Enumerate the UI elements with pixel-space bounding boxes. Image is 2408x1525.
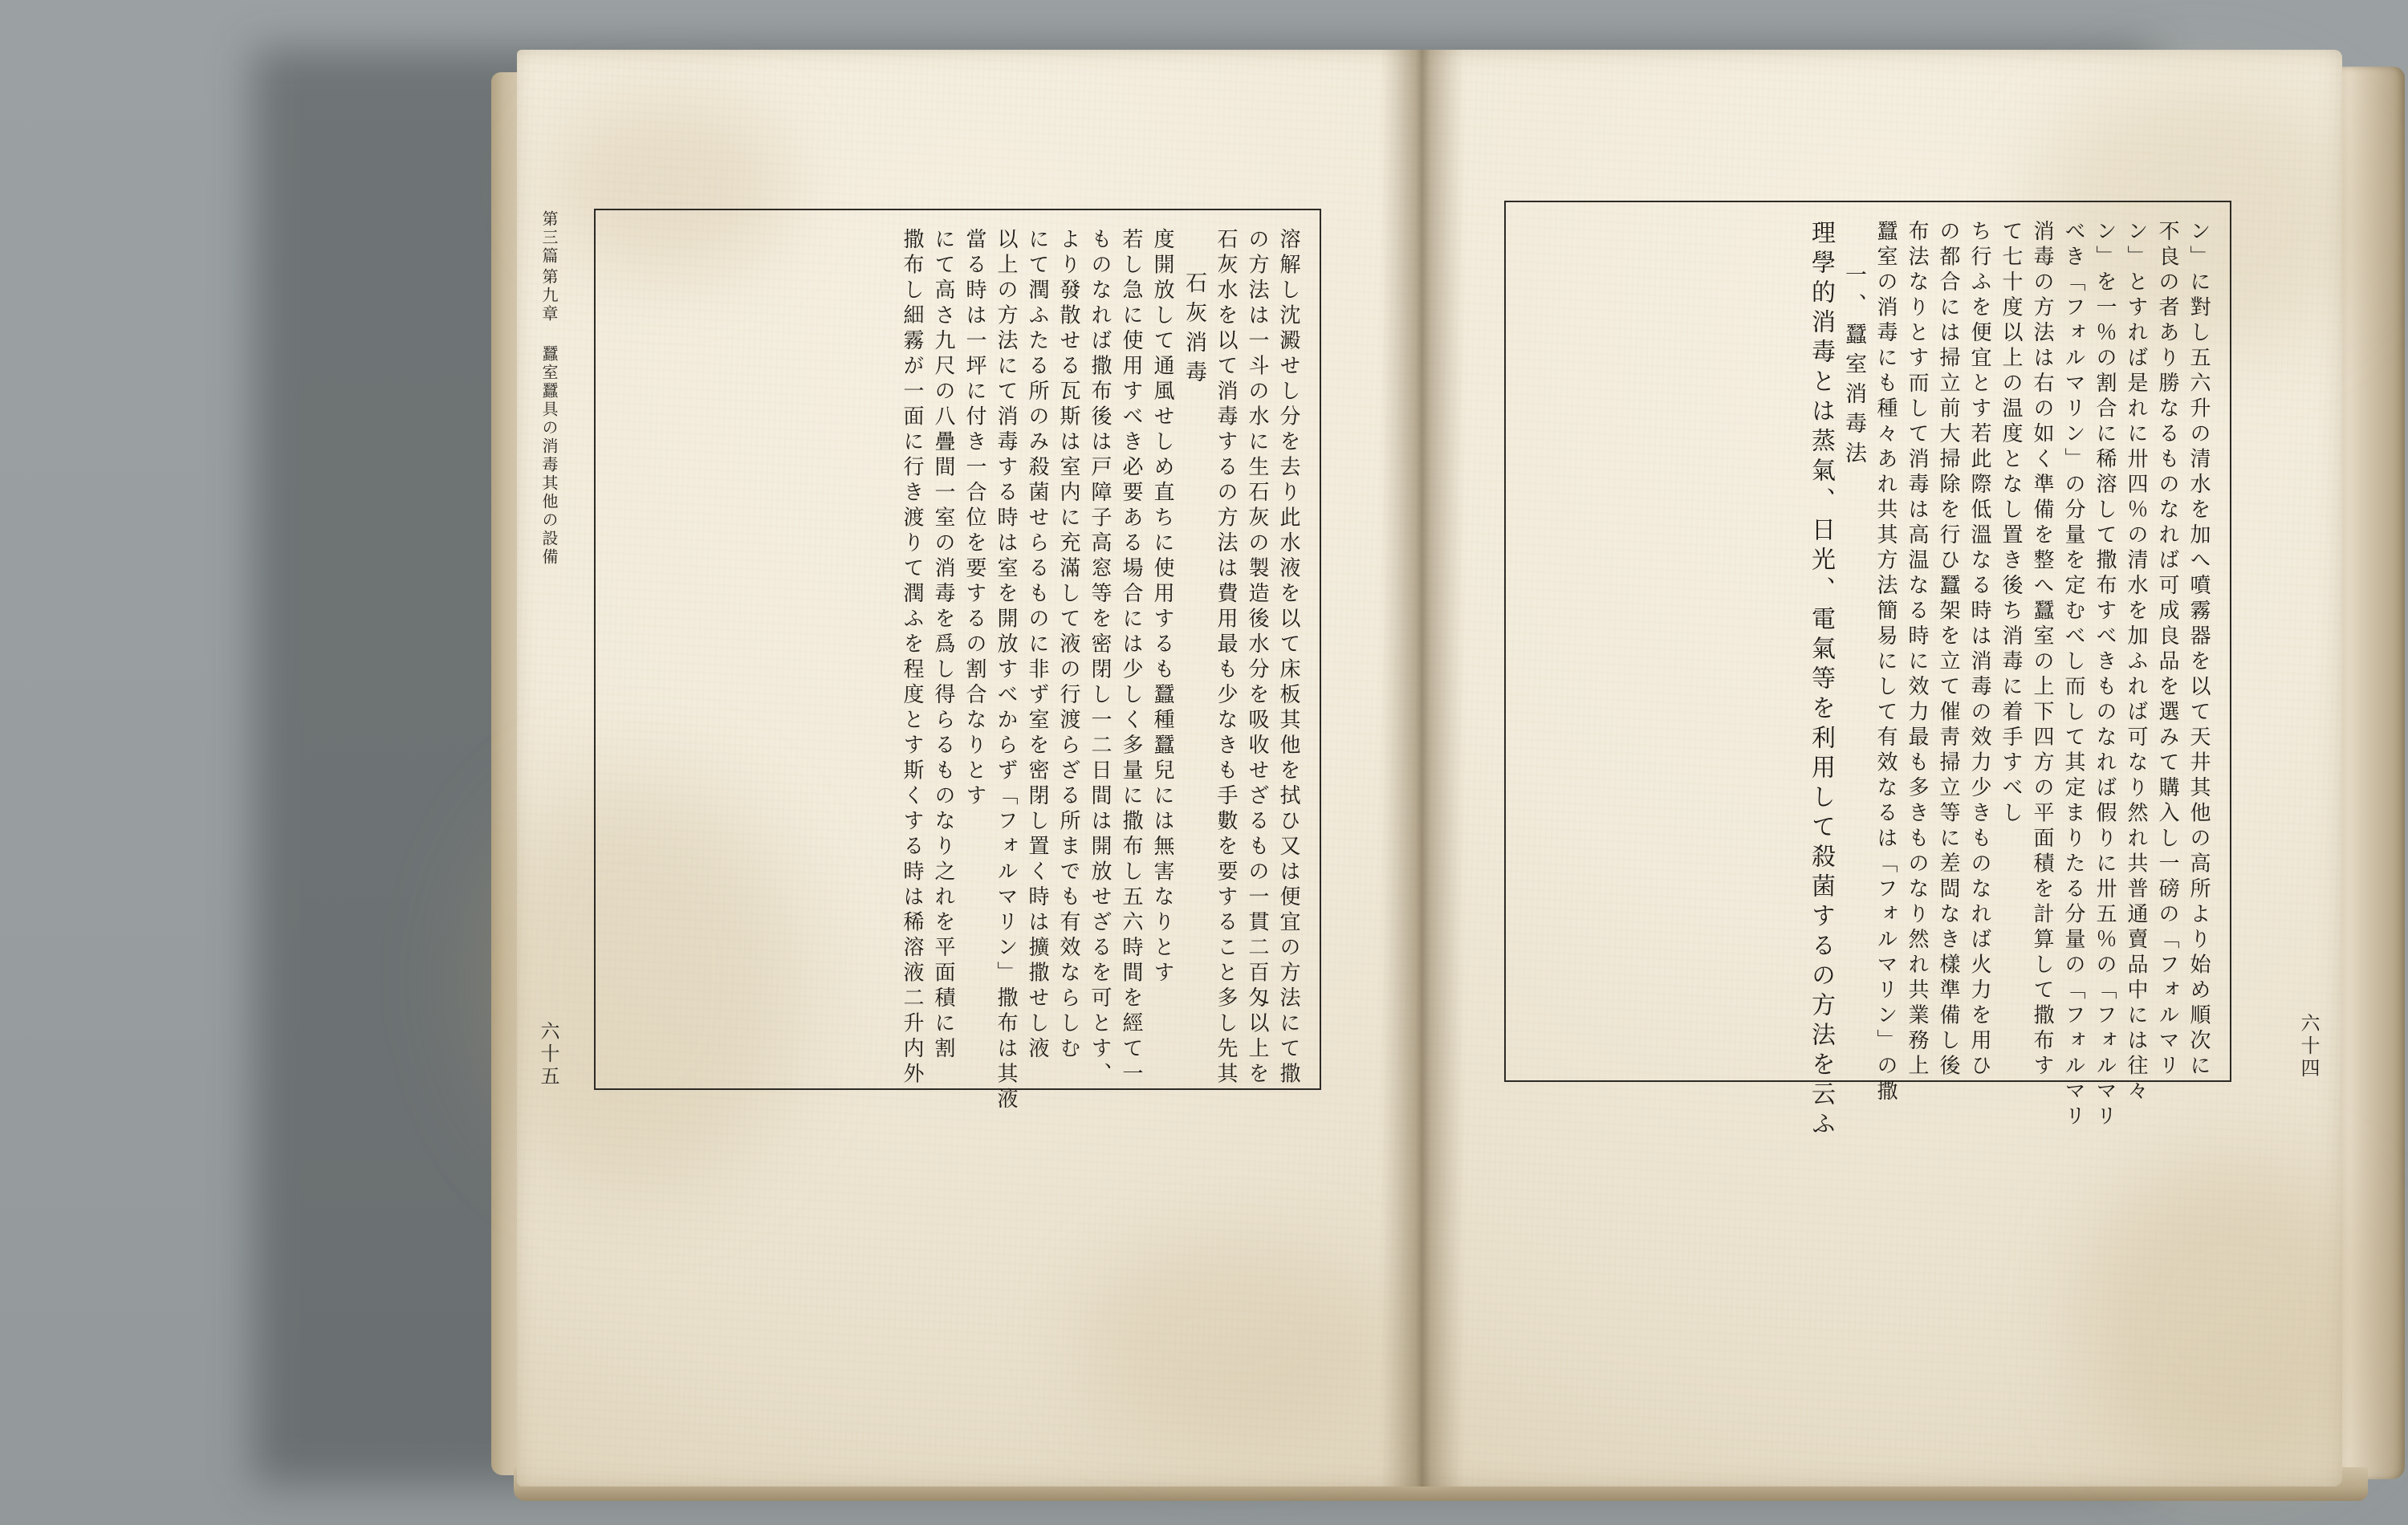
- open-book: [241, 22, 2320, 1491]
- paper-stain: [1079, 1238, 1384, 1446]
- right-section-title: 一、蠶室消毒法: [1841, 263, 1866, 471]
- page-block-edge-right: [2334, 67, 2405, 1479]
- text-frame-left: [594, 209, 1321, 1113]
- right-text-column: て七十度以上の温度となし置き後ち消毒に着手すべし: [1999, 220, 2023, 827]
- page-number-left: 六十五: [537, 1021, 559, 1088]
- right-text-column: の都合には掃立前大掃除を行ひ蠶架を立て催靑掃立等に差閊なき樣準備し後: [1936, 220, 1960, 1080]
- right-heading: 理學的消毒とは蒸氣、日光、電氣等を利用して殺菌するの方法を云ふ: [1807, 220, 1835, 1141]
- left-text-column: ものなれば撒布後は戸障子高窓等を密閉し一二日間は開放せざるを可とす、: [1088, 228, 1112, 1088]
- running-head-chapter: 第九章: [539, 268, 559, 323]
- right-text-column: ち行ふを便宜とす若此際低溫なる時は消毒の效力少きものなれば火力を用ひ: [1967, 220, 1991, 1080]
- right-text-column: 蠶室の消毒にも種々あれ共其方法簡易にして有效なるは「フォルマリン」の撒: [1873, 220, 1898, 1105]
- right-text-column: ン」とすれば是れに卅四％の清水を加ふれば可なり然れ共普通賣品中には往々: [2124, 220, 2148, 1105]
- left-text-column: にて潤ふたる所のみ殺菌せらるものに非ず室を密閉し置く時は擴撒せし液: [1025, 228, 1049, 1063]
- left-text-column: 度開放して通風せしめ直ちに使用するも蠶種蠶兒には無害なりとす: [1150, 228, 1174, 986]
- right-text-column: ン」を一％の割合に稀溶して撒布すべきものなれば假りに卅五％の「フォルマリ: [2093, 220, 2117, 1130]
- left-text-column: 以上の方法にて消毒する時は室を開放すべからず「フォルマリン」撒布は其液: [994, 228, 1018, 1113]
- left-text-column: 若し急に使用すべき必要ある場合には少しく多量に撒布し五六時間を經て一: [1119, 228, 1143, 1088]
- right-text-column: 不良の者あり勝なるものなれば可成良品を選みて購入し一磅の「フォルマリ: [2155, 220, 2179, 1080]
- left-text-column: より發散せる瓦斯は室内に充滿して液の行渡らざる所までも有效ならしむ: [1056, 228, 1080, 1063]
- left-text-column: 當る時は一坪に付き一合位を要するの割合なりとす: [962, 228, 986, 810]
- right-text-column: 消毒の方法は右の如く準備を整へ蠶室の上下四方の平面積を計算して撒布す: [2030, 220, 2054, 1080]
- left-text-column: 石灰水を以て消毒するの方法は費用最も少なきも手數を要すること多し先其: [1214, 228, 1238, 1088]
- left-section-title: 石灰消毒: [1182, 271, 1206, 390]
- left-text-column: 撒布し細霧が一面に行き渡りて潤ふを程度とす斯くする時は稀溶液二升内外: [900, 228, 924, 1088]
- right-text-column: ン」に對し五六升の清水を加へ噴霧器を以て天井其他の高所より始め順次に: [2186, 220, 2211, 1080]
- left-text-column: の方法は一斗の水に生石灰の製造後水分を吸收せざるもの一貫二百匁以上を: [1245, 228, 1269, 1088]
- left-text-column: にて高さ九尺の八疊間一室の消毒を爲し得らるものなり之れを平面積に割: [931, 228, 955, 1063]
- right-text-column: 布法なりとす而して消毒は高温なる時に效力最も多きものなり然れ共業務上: [1905, 220, 1929, 1080]
- text-frame-right: [1504, 201, 2231, 1141]
- text-columns-right: [1777, 202, 2230, 1141]
- paper-stain: [2079, 1157, 2384, 1478]
- right-text-column: べき「フォルマリン」の分量を定むべし而して其定まりたる分量の「フォルマリ: [2061, 220, 2085, 1130]
- running-head-part: 第三篇: [539, 210, 559, 266]
- text-columns-left: [870, 210, 1320, 1113]
- running-head-title: 蠶室蠶具の消毒其他の設備: [539, 345, 559, 567]
- left-text-column: 溶解し沈澱せし分を去り此水液を以て床板其他を拭ひ又は便宜の方法にて撒: [1276, 228, 1300, 1088]
- page-number-right: 六十四: [2297, 1013, 2320, 1080]
